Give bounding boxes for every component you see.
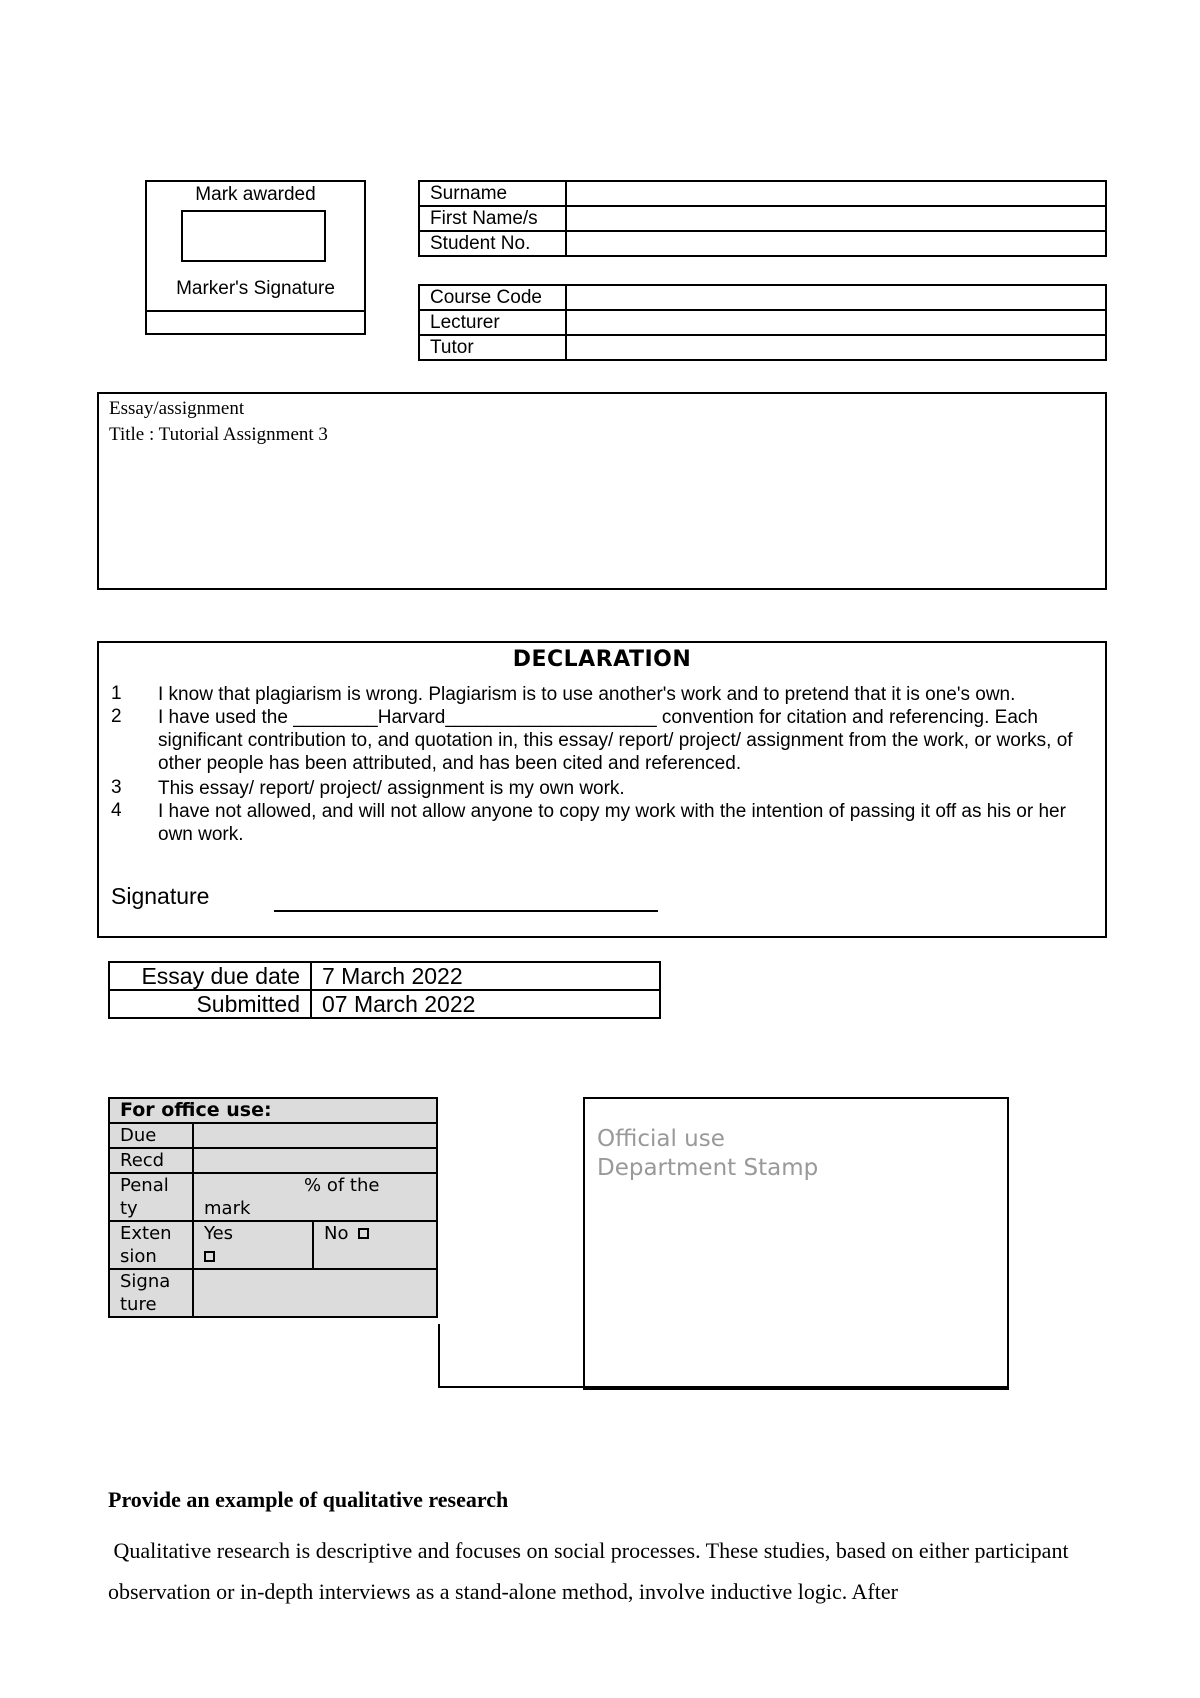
table-row [109,1123,437,1148]
penalty-percent-text: % of the [304,1175,380,1196]
student-details-table [418,180,1107,257]
office-due-label: Due [109,1123,193,1148]
due-date-value: 7 March 2022 [311,962,660,990]
department-stamp-box [583,1097,1009,1390]
due-date-label: Essay due date [109,962,311,990]
office-use-table [108,1097,438,1318]
office-use-header: For office use: [109,1098,437,1123]
signature-field[interactable] [274,910,658,912]
office-recd-label: Recd [109,1148,193,1173]
first-name-label: First Name/s [419,206,566,231]
extension-no-option[interactable] [313,1221,437,1269]
stamp-line-2: Department Stamp [597,1155,819,1181]
office-due-field[interactable] [193,1123,437,1148]
tutor-label: Tutor [419,335,566,360]
student-no-label: Student No. [419,231,566,256]
first-name-field[interactable] [566,206,1106,231]
office-signature-label: Signa ture [109,1269,193,1317]
declaration-item-text: I know that plagiarism is wrong. Plagiarism is to use another's work and to pretend that it is one's own. [158,684,1016,705]
marker-signature-label: Marker's Signature [176,278,335,299]
table-row [109,1148,437,1173]
table-row [109,962,660,990]
table-row [419,285,1106,310]
stamp-frame-edge [438,1324,440,1386]
extension-yes-option[interactable] [193,1221,313,1269]
dates-table [108,961,661,1019]
stamp-line-1: Official use [597,1126,725,1152]
stamp-placeholder [597,1125,818,1183]
table-row [109,1269,437,1317]
essay-title-box[interactable] [97,392,1107,590]
declaration-item-number: 4 [111,800,122,821]
declaration-item-text: This essay/ report/ project/ assignment is my own work. [158,778,625,799]
submitted-label: Submitted [109,990,311,1018]
course-details-table [418,284,1107,361]
declaration-item-number: 3 [111,777,122,798]
essay-title: Title : Tutorial Assignment 3 [109,424,328,445]
marker-signature-field[interactable] [147,310,364,312]
mark-awarded-label: Mark awarded [195,184,316,205]
lecturer-label: Lecturer [419,310,566,335]
extension-no-checkbox[interactable] [358,1228,369,1239]
extension-yes-label: Yes [204,1223,234,1244]
submitted-value: 07 March 2022 [311,990,660,1018]
student-no-field[interactable] [566,231,1106,256]
office-penalty-label: Penal ty [109,1173,193,1221]
lecturer-field[interactable] [566,310,1106,335]
surname-field[interactable] [566,181,1106,206]
table-row [419,231,1106,256]
table-row [109,1173,437,1221]
table-row [109,1098,437,1123]
surname-label: Surname [419,181,566,206]
mark-field[interactable] [181,210,326,262]
table-row [419,206,1106,231]
declaration-item-text: I have used the ________Harvard____________________ convention for citation and referencing. Each significant contribution to, and quotation in, this essay/ report/ project/ assignment from the work, or works, of other people has been attributed, and has been cited and referenced. [158,707,1073,774]
question-heading: Provide an example of qualitative research [108,1487,509,1512]
mark-box [145,180,366,335]
signature-label: Signature [111,883,210,909]
course-code-field[interactable] [566,285,1106,310]
office-recd-field[interactable] [193,1148,437,1173]
table-row [419,310,1106,335]
declaration-item-number: 2 [111,706,122,727]
office-extension-label: Exten sion [109,1221,193,1269]
table-row [109,1221,437,1269]
table-row [419,335,1106,360]
declaration-box [97,641,1107,938]
extension-no-label: No [324,1223,349,1244]
penalty-mark-text: mark [204,1198,251,1219]
table-row [419,181,1106,206]
declaration-item-number: 1 [111,683,122,704]
table-row [109,990,660,1018]
extension-yes-checkbox[interactable] [204,1251,215,1262]
declaration-title: DECLARATION [512,647,692,672]
declaration-item-text: I have not allowed, and will not allow anyone to copy my work with the intention of passing it off as his or her own work. [158,801,1066,845]
tutor-field[interactable] [566,335,1106,360]
answer-paragraph: Qualitative research is descriptive and focuses on social processes. These studies, based on either participant observation or in-depth interviews as a stand-alone method, involve inductive logic. After [108,1538,1075,1604]
office-penalty-field[interactable] [193,1173,437,1221]
essay-heading: Essay/assignment [109,398,245,419]
course-code-label: Course Code [419,285,566,310]
office-signature-field[interactable] [193,1269,437,1317]
